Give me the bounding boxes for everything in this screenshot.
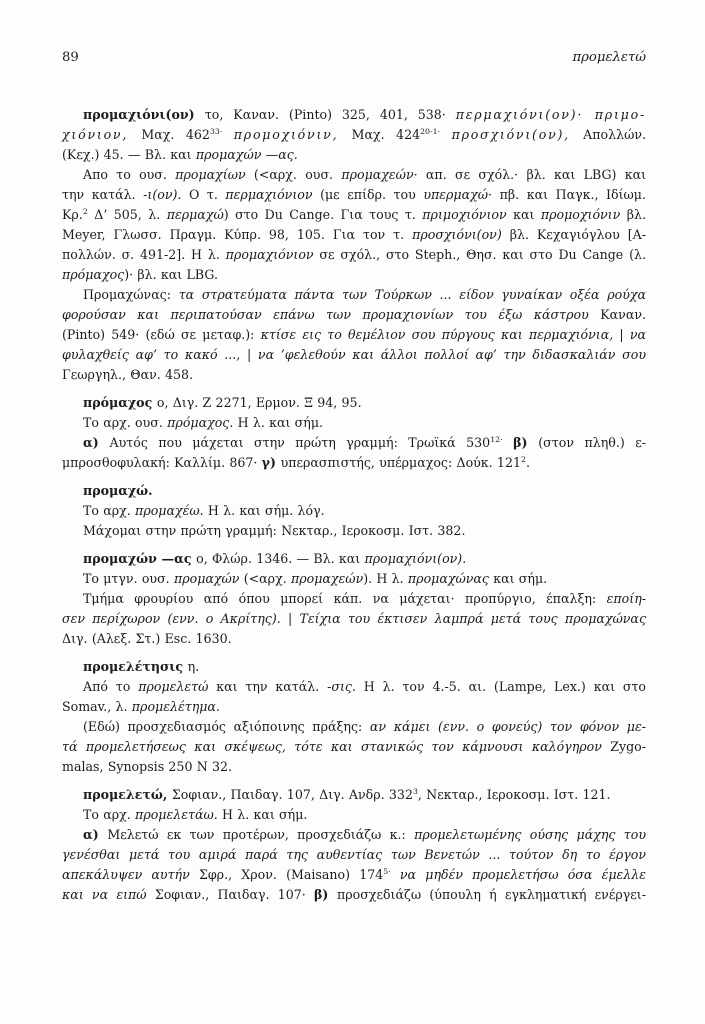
dictionary-entry bbox=[62, 393, 646, 473]
text-run: προμελετάω. bbox=[135, 807, 222, 822]
text-run: (με επίδρ. του bbox=[320, 187, 424, 202]
text-run: πρόμαχος. bbox=[167, 415, 238, 430]
text-run: Μαχ. 424 bbox=[351, 127, 421, 142]
dictionary-entry bbox=[62, 481, 646, 541]
text-run: Το αρχ. bbox=[83, 807, 136, 822]
text-run: Ο τ. bbox=[188, 187, 226, 202]
text-run: Καναν. bbox=[600, 307, 646, 322]
text-line bbox=[62, 825, 646, 845]
text-run: τα στρατεύματα πάντα των Τούρκων ... είδον γυναίκαν οξέα ρούχα bbox=[178, 287, 646, 302]
text-run: 33· bbox=[209, 126, 223, 136]
text-run: υπερμαχώ· bbox=[423, 187, 500, 202]
text-run: Η λ. και σήμ. bbox=[237, 415, 324, 430]
text-run: απεκάλυψεν αυτήν bbox=[62, 867, 199, 882]
text-run: προμαχεών· bbox=[341, 167, 426, 182]
text-line bbox=[62, 305, 646, 325]
text-line bbox=[62, 785, 646, 805]
text-line bbox=[62, 145, 646, 165]
text-run: σε σχόλ., στο Steph., Θησ. και στο Du Cange (λ. bbox=[319, 247, 646, 262]
text-run: (Εδώ) προσχεδιασμός αξιόποινης πράξης: bbox=[83, 719, 370, 734]
text-run: και την κατάλ. bbox=[216, 679, 328, 694]
text-run: malas, Synopsis 250 N 32. bbox=[62, 759, 233, 774]
text-run: Το αρχ. bbox=[83, 503, 136, 518]
text-run: Γεωργηλ., Θαν. 458. bbox=[62, 367, 194, 382]
dictionary-entry bbox=[62, 549, 646, 649]
text-run: την κατάλ. bbox=[62, 187, 144, 202]
text-run: προμαχών —ας. bbox=[195, 147, 298, 162]
text-run: σεν περίχωρον (ενν. ο Ακρίτης). | Τείχια του έκτισεν λαμπρά μετά τους προμαχώνας bbox=[62, 611, 646, 626]
text-line bbox=[62, 549, 646, 569]
dictionary-entry bbox=[62, 105, 646, 385]
text-run: προμελετώ, bbox=[83, 787, 172, 802]
text-run: προσχεδιάζω (ύπουλη ή εγκληματική ενέργει- bbox=[336, 887, 646, 902]
text-run: Απο το ουσ. bbox=[83, 167, 176, 182]
text-line bbox=[62, 245, 646, 265]
text-run bbox=[391, 867, 400, 882]
text-run: προμαχώ. bbox=[83, 483, 153, 498]
text-line bbox=[62, 677, 646, 697]
text-run: τά προμελετήσεως και σκέψεως, τότε και στανικώς τον κάμνουσι καλόγηρον bbox=[62, 739, 611, 754]
text-line bbox=[62, 433, 646, 453]
text-run: πριμοχιόνιον bbox=[422, 207, 514, 222]
page-content bbox=[62, 48, 646, 905]
text-run: προμαχεών bbox=[290, 571, 364, 586]
text-run: , Νεκταρ., Ιεροκοσμ. Ιστ. 121. bbox=[417, 787, 611, 802]
text-run: (Pinto) 549· (εδώ σε μεταφ.): bbox=[62, 327, 261, 342]
text-line bbox=[62, 125, 646, 145]
text-run: προμαχίων bbox=[175, 167, 254, 182]
running-head: προμελετώ bbox=[572, 50, 646, 65]
text-line bbox=[62, 185, 646, 205]
text-line bbox=[62, 481, 646, 501]
text-run: προσχιόνι(ον) bbox=[412, 227, 510, 242]
text-run: α) bbox=[83, 435, 110, 450]
text-run: Η λ. και σήμ. bbox=[222, 807, 308, 822]
text-run bbox=[222, 127, 233, 142]
text-run: γενέσθαι μετά του αμιρά παρά της αυθεντίας των Βενετών ... τούτον δη το έργον bbox=[62, 847, 646, 862]
text-run: 20-1· bbox=[420, 126, 441, 136]
text-line bbox=[62, 805, 646, 825]
text-run: φυλαχθείς αφ’ το κακό ..., | να ’φελεθούν και άλλοι πολλοί αφ’ την διδασκαλιάν σου bbox=[62, 347, 646, 362]
text-run: ). Η λ. bbox=[363, 571, 408, 586]
text-run: Το αρχ. ουσ. bbox=[83, 415, 168, 430]
text-run: προμελέτησις bbox=[83, 659, 188, 674]
text-run: προμαχιόνιον bbox=[225, 247, 320, 262]
text-line bbox=[62, 225, 646, 245]
text-line bbox=[62, 501, 646, 521]
text-run: προμοχιόνιν, bbox=[233, 127, 352, 142]
text-run: Η λ. και σήμ. λόγ. bbox=[207, 503, 325, 518]
text-run: Απολλών. bbox=[583, 127, 647, 142]
text-run: πρόμαχος bbox=[62, 267, 125, 282]
text-line bbox=[62, 413, 646, 433]
text-run: Διγ. (Αλεξ. Στ.) Esc. 1630. bbox=[62, 631, 232, 646]
text-run: Προμαχώνας: bbox=[83, 287, 179, 302]
text-run: (<αρχ. bbox=[243, 571, 291, 586]
text-run: Μελετώ εκ των προτέρων, προσχεδιάζω κ.: bbox=[107, 827, 415, 842]
text-line bbox=[62, 365, 646, 385]
text-run: προμαχών —ας bbox=[83, 551, 197, 566]
text-run: Σοφιαν., Παιδαγ. 107, Διγ. Ανδρ. 332 bbox=[171, 787, 413, 802]
text-run: περμαχιόνιον bbox=[225, 187, 321, 202]
text-run: Zygo- bbox=[610, 739, 646, 754]
text-line bbox=[62, 589, 646, 609]
text-line bbox=[62, 453, 646, 473]
text-run: κτίσε εις το θεμέλιον σου πύργους και περμαχιόνια, | να bbox=[260, 327, 647, 342]
text-line bbox=[62, 737, 646, 757]
text-run: πρόμαχος bbox=[83, 395, 157, 410]
text-run: )· βλ. και LBG. bbox=[124, 267, 218, 282]
text-run: προμοχιόνιν bbox=[540, 207, 627, 222]
dictionary-entry bbox=[62, 785, 646, 905]
text-run: και bbox=[513, 207, 541, 222]
text-run: προμαχιόνι(ον). bbox=[364, 551, 467, 566]
text-run: Meyer, Γλωσσ. Πραγμ. Κύπρ. 98, 105. Για τον τ. bbox=[62, 227, 413, 242]
text-run: Somav., λ. bbox=[62, 699, 132, 714]
text-run: η. bbox=[187, 659, 200, 674]
text-line bbox=[62, 657, 646, 677]
text-line bbox=[62, 717, 646, 737]
text-line bbox=[62, 521, 646, 541]
text-run: -ι(ον). bbox=[143, 187, 189, 202]
text-line bbox=[62, 697, 646, 717]
text-run: αν κάμει (ενν. ο φονεύς) τον φόνον με- bbox=[369, 719, 646, 734]
text-line bbox=[62, 845, 646, 865]
text-run: προμαχώνας bbox=[407, 571, 494, 586]
text-run: -σις. bbox=[327, 679, 364, 694]
text-run: Μάχομαι στην πρώτη γραμμή: Νεκταρ., Ιεροκοσμ. Ιστ. 382. bbox=[83, 523, 466, 538]
text-run: περμαχιόνι(ον)· πριμο- bbox=[455, 107, 646, 122]
text-run: βλ. Κεχαγιόγλου [Α- bbox=[509, 227, 646, 242]
page-number: 89 bbox=[62, 50, 79, 65]
text-run: Σφρ., Χρον. (Maisano) 174 bbox=[198, 867, 384, 882]
text-run: να μηδέν προμελετήσω όσα έμελλε bbox=[399, 867, 646, 882]
text-run: και σήμ. bbox=[493, 571, 548, 586]
entries bbox=[62, 105, 646, 905]
dictionary-entry bbox=[62, 657, 646, 777]
text-run: χιόνιον, bbox=[62, 127, 142, 142]
text-run: μπροσθοφυλακή: Καλλίμ. 867· bbox=[62, 455, 262, 470]
text-run: Κρ. bbox=[62, 207, 83, 222]
text-line bbox=[62, 393, 646, 413]
text-run: περμαχώ bbox=[166, 207, 224, 222]
text-line bbox=[62, 165, 646, 185]
text-run: β) bbox=[513, 435, 539, 450]
text-run: 3 bbox=[412, 786, 418, 796]
text-line bbox=[62, 345, 646, 365]
text-run: 12· bbox=[490, 434, 503, 444]
text-line bbox=[62, 205, 646, 225]
text-run: α) bbox=[83, 827, 108, 842]
text-run: ο, Φλώρ. 1346. — Βλ. και bbox=[196, 551, 365, 566]
text-run bbox=[440, 127, 451, 142]
text-run: Τμήμα φρουρίου από όπου μπορεί κάπ. να μάχεται· προπύργιο, έπαλξη: bbox=[83, 591, 607, 606]
text-run: 2 bbox=[82, 206, 88, 216]
text-run: το, Καναν. (Pinto) 325, 401, 538· bbox=[204, 107, 456, 122]
text-line bbox=[62, 569, 646, 589]
text-run: (στον πληθ.) ε- bbox=[538, 435, 647, 450]
text-run: Από το bbox=[83, 679, 139, 694]
text-run: προμαχέω. bbox=[135, 503, 208, 518]
text-run: απ. σε σχόλ.· βλ. και LBG) και bbox=[425, 167, 647, 182]
text-line bbox=[62, 285, 646, 305]
text-run: προμελετώ bbox=[138, 679, 217, 694]
text-run: . bbox=[525, 455, 530, 470]
text-run: (<αρχ. ουσ. bbox=[253, 167, 342, 182]
text-run: 2 bbox=[520, 454, 526, 464]
text-run: υπερασπιστής, υπέρμαχος: Δούκ. 121 bbox=[280, 455, 521, 470]
text-line bbox=[62, 865, 646, 885]
text-run: προσχιόνι(ον), bbox=[451, 127, 584, 142]
text-line bbox=[62, 885, 646, 905]
text-line bbox=[62, 757, 646, 777]
text-run: προμελέτημα. bbox=[131, 699, 220, 714]
text-run: γ) bbox=[261, 455, 281, 470]
text-run: προμελετωμένης ούσης μάχης του bbox=[414, 827, 646, 842]
text-run: φορούσαν και περιπατούσαν επάνω των προμαχιονίων του έξω κάστρου bbox=[62, 307, 601, 322]
text-run: ο, Διγ. Ζ 2271, Ερμον. Ξ 94, 95. bbox=[156, 395, 362, 410]
text-run: β) bbox=[314, 887, 337, 902]
text-run: ) στο Du Cange. Για τους τ. bbox=[223, 207, 423, 222]
text-line bbox=[62, 325, 646, 345]
text-line bbox=[62, 609, 646, 629]
text-run: πολλών. σ. 491-2]. Η λ. bbox=[62, 247, 226, 262]
page-header bbox=[62, 48, 646, 68]
text-run: Δ’ 505, λ. bbox=[87, 207, 167, 222]
text-run: εποίη- bbox=[606, 591, 646, 606]
text-run: πβ. και Παγκ., Ιδίωμ. bbox=[499, 187, 647, 202]
text-run: (Κεχ.) 45. — Βλ. και bbox=[62, 147, 196, 162]
text-run: Το μτγν. ουσ. bbox=[83, 571, 174, 586]
text-run: προμαχών bbox=[173, 571, 244, 586]
text-run: Αυτός που μάχεται στην πρώτη γραμμή: Τρωϊκά 530 bbox=[109, 435, 491, 450]
text-run bbox=[503, 435, 513, 450]
text-run: προμαχιόνι(ον) bbox=[83, 107, 205, 122]
text-line bbox=[62, 105, 646, 125]
text-line bbox=[62, 629, 646, 649]
text-run: βλ. bbox=[626, 207, 646, 222]
text-run: Η λ. τον 4.-5. αι. (Lampe, Lex.) και στο bbox=[363, 679, 646, 694]
text-run: Σοφιαν., Παιδαγ. 107· bbox=[154, 887, 315, 902]
text-run: 5· bbox=[383, 866, 391, 876]
text-run: και να ειπώ bbox=[62, 887, 155, 902]
text-line bbox=[62, 265, 646, 285]
text-run: Μαχ. 462 bbox=[141, 127, 210, 142]
